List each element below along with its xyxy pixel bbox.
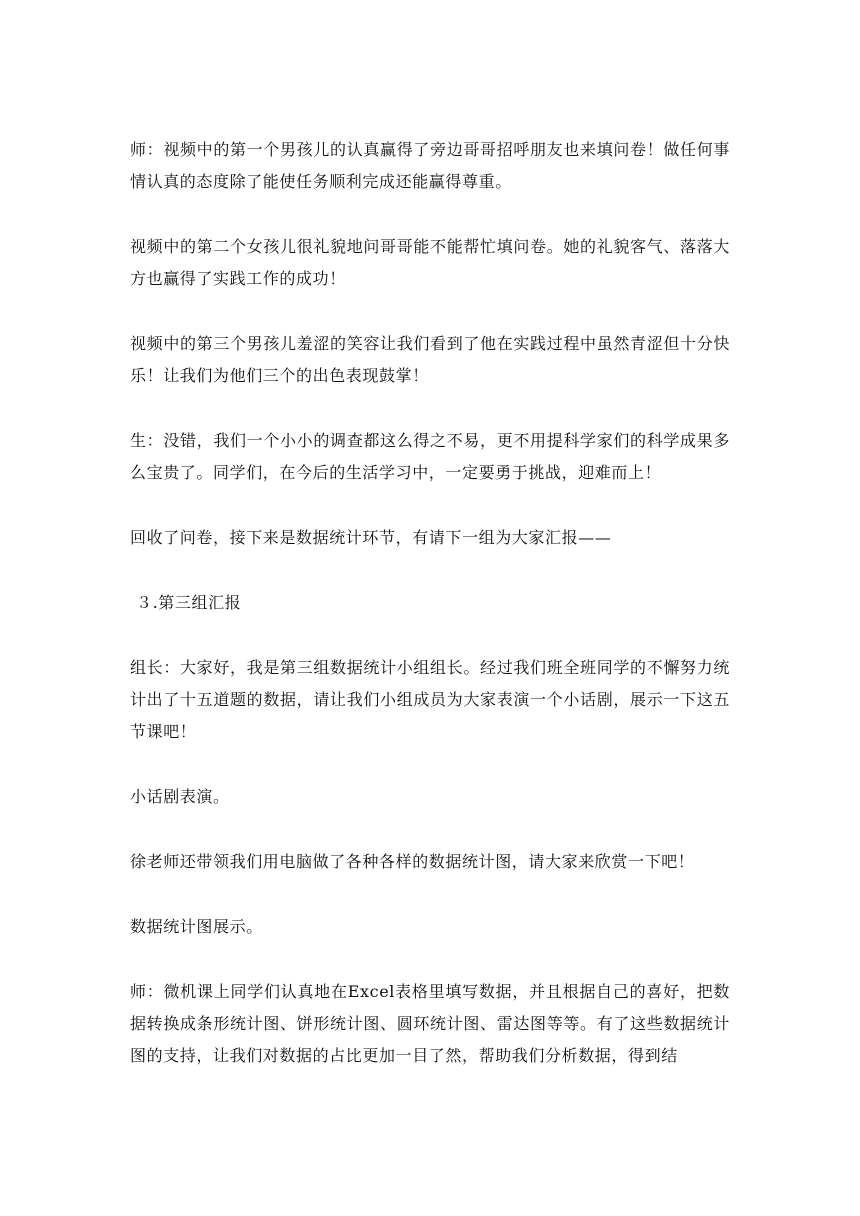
- paragraph-second-girl: 视频中的第二个女孩儿很礼貌地问哥哥能不能帮忙填问卷。她的礼貌客气、落落大方也赢得了实践工作的成功！: [130, 237, 730, 288]
- paragraph-chart-display: 数据统计图展示。: [130, 917, 263, 936]
- paragraph-third-boy: 视频中的第三个男孩儿羞涩的笑容让我们看到了他在实践过程中虽然青涩但十分快乐！让我们为他们三个的出色表现鼓掌！: [130, 334, 730, 385]
- paragraph-student-reply: 生：没错，我们一个小小的调查都这么得之不易，更不用提科学家们的科学成果多么宝贵了。同学们，在今后的生活学习中，一定要勇于挑战，迎难而上！: [130, 431, 730, 482]
- paragraph-teacher-xu: 徐老师还带领我们用电脑做了各种各样的数据统计图，请大家来欣赏一下吧！: [130, 852, 695, 871]
- paragraph-questionnaire-collected: 回收了问卷，接下来是数据统计环节，有请下一组为大家汇报——: [130, 528, 612, 547]
- paragraph-teacher-excel: 师：微机课上同学们认真地在Excel表格里填写数据，并且根据自己的喜好，把数据转换成条形统计图、饼形统计图、圆环统计图、雷达图等等。有了这些数据统计图的支持，让我们对数据的占比更加一目了然，帮助我们分析数据，得到结: [130, 982, 730, 1065]
- paragraph-teacher-first-boy: 师：视频中的第一个男孩儿的认真赢得了旁边哥哥招呼朋友也来填问卷！做任何事情认真的态度除了能使任务顺利完成还能赢得尊重。: [130, 140, 730, 191]
- paragraph-skit-performance: 小话剧表演。: [130, 787, 230, 806]
- section-heading: ３.第三组汇报: [136, 593, 242, 612]
- document-body: [130, 134, 730, 1105]
- paragraph-group-leader: 组长：大家好，我是第三组数据统计小组组长。经过我们班全班同学的不懈努力统计出了十五道题的数据，请让我们小组成员为大家表演一个小话剧，展示一下这五节课吧！: [130, 658, 730, 741]
